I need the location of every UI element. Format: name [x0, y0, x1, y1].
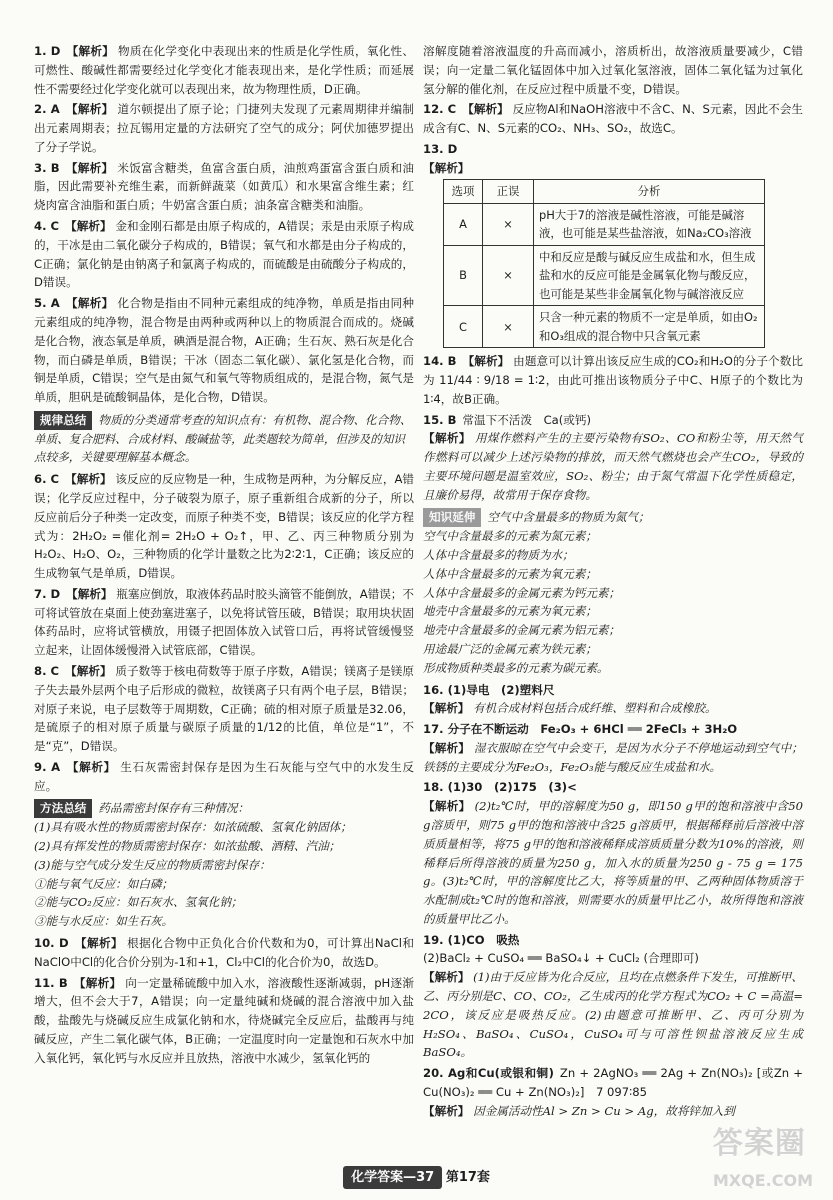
knowledge-extension-box: 知识延伸 空气中含量最多的物质为氮气； 空气中含量最多的元素为氮元素； 人体中含量最多的物质为水； 人体中含量最多的元素为氧元素； 人体中含量最多的金属元素为钙元素； 地壳中含量最多的元素为氧元素； 地壳中含量最多的金属元素为铝元素； 用途最广泛的金属元素为铁元素； 形成物质种类最多的元素为碳元素。: [423, 508, 803, 677]
list-item: 地壳中含量最多的金属元素为铝元素；: [423, 623, 621, 638]
table-header: 正误: [483, 180, 534, 203]
answer-2: 2. A 【解析】 道尔顿提出了原子论；门捷列夫发现了元素周期律并编制出元素周期表；拉瓦锡用定量的方法研究了空气的成分；阿伏加德罗提出了分子学说。: [34, 102, 414, 154]
list-item: 人体中含量最多的元素为氧元素；: [423, 566, 597, 581]
method-summary-list: [34, 818, 414, 931]
list-item: (1)具有吸水性的物质需密封保存：如浓硫酸、氢氧化钠固体；: [34, 820, 352, 835]
list-item: ①能与氧气反应：如白磷；: [34, 876, 174, 891]
table-header: 分析: [534, 180, 765, 203]
analysis-table: [443, 179, 765, 348]
answer-3: 3. B 【解析】 米饭富含糖类，鱼富含蛋白质，油煎鸡蛋富含蛋白质和油脂，因此需要补充维生素，而新鲜蔬菜（如黄瓜）和水果富含维生素；红烧肉富含油脂和蛋白质；牛奶富含蛋白质；油条富含糖类和油脂。: [34, 160, 414, 213]
list-item: 用途最广泛的金属元素为铁元素；: [423, 641, 597, 656]
answer-18: 18. (1)30 (2)175 (3)< 【解析】 (2)t₂℃时，甲的溶解度为50 g，即150 g甲的饱和溶液中含50 g溶质甲，则75 g甲的饱和溶液中含25 g溶质甲，根据稀释前后溶液中溶质质量相等，将75 g甲的饱和溶液稀释成溶质质量分数为10%的溶液，则稀释后所得溶液的质量为250 g，加入水的质量为250 g - 75 g = 175 g。(3)t₂℃时，甲的溶解度比乙大，将等质量的甲、乙两种固体物质溶于水配制成t₂℃时的饱和溶液，则需要水的质量甲比乙小，故所得饱和溶液的质量甲比乙小。: [423, 780, 803, 926]
answer-4: 4. C 【解析】 金和金刚石都是由原子构成的，A错误；汞是由汞原子构成的，干冰是由二氧化碳分子构成的，B错误；氧气和水都是由分子构成的，C正确；氯化钠是由钠离子和氯离子构成的，而硫酸是由硫酸分子构成的，D错误。: [34, 219, 415, 290]
answer-11: 11. B 【解析】 向一定量稀硫酸中加入水，溶液酸性逐渐减弱，pH逐渐增大，但不会大于7，A错误；向一定量纯碱和烧碱的混合溶液中加入盐酸，盐酸先与烧碱反应生成氯化钠和水，待烧碱完全反应后，盐酸再与纯碱反应，产生二氧化碳气体，B正确；一定温度时向一定量饱和石灰水中加入氧化钙，氧化钙与水反应并且放热，溶液中水减少，氢氧化钙的: [34, 975, 414, 1065]
right-column: [423, 42, 803, 1122]
table-row: A × pH大于7的溶液是碱性溶液，可能是碱溶液，也可能是某些盐溶液，如Na₂CO₃溶液: [444, 203, 765, 245]
answer-5: 5. A 【解析】 化合物是指由不同种元素组成的纯净物，单质是指由同种元素组成的纯净物，混合物是由两种或两种以上的物质混合而成的。烧碱是化合物，液态氧是单质，碘酒是混合物，A正确；生石灰、熟石灰是化合物，而白磷是单质，B错误；干冰（固态二氧化碳）、氯化氢是化合物，而铜是单质，C错误；空气是由氮气和氧气等物质组成的，是混合物，氮气是单质，胆矾是硫酸铜晶体，是化合物，D错误。: [34, 296, 414, 405]
list-item: 形成物质种类最多的元素为碳元素。: [423, 660, 609, 675]
left-column: [34, 42, 414, 1069]
watermark-logo: 答案圈 MXQE.COM: [712, 1125, 813, 1191]
method-summary-box: 方法总结 药品需密封保存有三种情况： (1)具有吸水性的物质需密封保存：如浓硫酸、氢氧化钠固体； (2)具有挥发性的物质需密封保存：如浓盐酸、酒精、汽油； (3)能与空气成分发生反应的物质需密封保存： ①能与氧气反应：如白磷； ②能与CO₂反应：如石灰水、氢氧化钠； ③能与水反应：如生石灰。: [34, 799, 414, 930]
knowledge-extension-list: [423, 527, 803, 677]
footer-set-label: 第17套: [445, 1170, 490, 1185]
knowledge-extension-title: 知识延伸: [423, 508, 481, 527]
answer-15: 15. B 常温下不活泼 Ca(或钙) 【解析】 用煤作燃料产生的主要污染物有SO₂、CO和粉尘等，用天然气作燃料可以减少上述污染物的排放，而天然气燃烧也会产生CO₂，导致的主要环境问题是温室效应，SO₂、粉尘；由于氮气常温下化学性质稳定，且廉价易得，故常用于保存食物。: [423, 412, 803, 502]
answer-10: 10. D 【解析】 根据化合物中正负化合价代数和为0，可计算出NaCl和NaClO中Cl的化合价分别为-1和+1，Cl₂中Cl的化合价为0，故选D。: [34, 935, 414, 969]
answer-11-continued: 溶解度随着溶液温度的升高而减小，溶质析出，故溶液质量要减少，C错误；向一定量二氧化锰固体中加入过氧化氢溶液，固体二氧化锰为过氧化氢分解的催化剂，在反应过程中质量不变，D错误。: [423, 44, 803, 96]
answer-20: 20. Ag和Cu(或银和铜) Zn + 2AgNO₃ ══ 2Ag + Zn(NO₃)₂ [或Zn + Cu(NO₃)₂ ══ Cu + Zn(NO₃)₂] 7 097∶85 【解析】 因金属活动性Al > Zn > Cu > Ag，故将锌加入到: [423, 1066, 803, 1118]
list-item: 空气中含量最多的元素为氮元素；: [423, 529, 597, 544]
table-header-row: [444, 180, 765, 203]
method-summary-title: 方法总结: [34, 799, 92, 818]
answer-19: 19. (1)CO 吸热 (2)BaCl₂ + CuSO₄ ══ BaSO₄↓ + CuCl₂ (合理即可) 【解析】 (1)由于反应皆为化合反应，且均在点燃条件下发生，可推断甲、乙、丙分别是C、CO、CO₂，乙生成丙的化学方程式为CO₂ + C =高温= 2CO，该反应是吸热反应。(2)由题意可推断甲、乙、丙可分别为H₂SO₄、BaSO₄、CuSO₄，CuSO₄可与可溶性钡盐溶液反应生成BaSO₄。: [423, 932, 803, 1060]
page-footer: [0, 1166, 833, 1189]
rule-summary-title: 规律总结: [34, 411, 92, 430]
rule-summary-box: 规律总结 物质的分类通常考查的知识点有：有机物、混合物、化合物、单质、复合肥料、合成材料、酸碱盐等，此类题较为简单，但涉及的知识点较多，关键要理解基本概念。: [34, 412, 412, 465]
table-row: B × 中和反应是酸与碱反应生成盐和水，但生成盐和水的反应可能是金属氧化物与酸反应，也可能是某些非金属氧化物与碱溶液反应: [444, 245, 765, 305]
answer-9: 9. A 【解析】 生石灰需密封保存是因为生石灰能与空气中的水发生反应。: [34, 759, 414, 793]
list-item: ③能与水反应：如生石灰。: [34, 914, 174, 929]
answer-1: 1. D 【解析】 物质在化学变化中表现出来的性质是化学性质，氧化性、可燃性、酸碱性都需要经过化学变化才能表现出来，是化学性质；而延展性不需要经过化学变化就可以表现出来，故为物理性质，D正确。: [34, 44, 414, 96]
list-item: 人体中含量最多的物质为水；: [423, 548, 574, 563]
table-header: 选项: [444, 180, 483, 203]
list-item: (3)能与空气成分发生反应的物质需密封保存：: [34, 857, 271, 872]
answer-17: 17. 分子在不断运动 Fe₂O₃ + 6HCl ══ 2FeCl₃ + 3H₂O 【解析】 湿衣服晾在空气中会变干，是因为水分子不停地运动到空气中；铁锈的主要成分为Fe₂O₃，Fe₂O₃能与酸反应生成盐和水。: [423, 722, 803, 774]
list-item: 地壳中含量最多的元素为氧元素；: [423, 604, 597, 619]
answer-6: 6. C 【解析】 该反应的反应物是一种，生成物是两种，为分解反应，A错误；化学反应过程中，分子破裂为原子，原子重新组合成新的分子，所以反应前后分子种类一定改变，而原子种类不变，B错误；该反应的化学方程式为：2H₂O₂ =催化剂= 2H₂O + O₂↑，甲、乙、丙三种物质分别为H₂O₂、H₂O、O₂，三种物质的化学计量数之比为2∶2∶1，C正确；该反应的生成物氧气是单质，D错误。: [34, 472, 415, 581]
table-row: C × 只含一种元素的物质不一定是单质，如由O₂和O₃组成的混合物中只含氧元素: [444, 306, 765, 348]
list-item: ②能与CO₂反应：如石灰水、氢氧化钠；: [34, 895, 243, 910]
answer-12: 12. C 【解析】 反应物Al和NaOH溶液中不含C、N、S元素，因此不会生成含有C、N、S元素的CO₂、NH₃、SO₂，故选C。: [423, 102, 803, 136]
answer-8: 8. C 【解析】 质子数等于核电荷数等于原子序数，A错误；镁离子是镁原子失去最外层两个电子后形成的微粒，故镁离子只有两个电子层，B错误；对原子来说，电子层数等于周期数，C正确；硫的相对原子质量是32.06，是硫原子的相对原子质量与碳原子质量的1/12的比值，单位是“1”，不是“克”，D错误。: [34, 664, 415, 754]
answer-16: 16. (1)导电 (2)塑料尺 【解析】 有机合成材料包括合成纤维、塑料和合成橡胶。: [423, 682, 717, 716]
list-item: (2)具有挥发性的物质需密封保存：如浓盐酸、酒精、汽油；: [34, 839, 341, 854]
footer-page-label: 化学答案—37: [343, 1166, 442, 1189]
answer-7: 7. D 【解析】 瓶塞应倒放，取液体药品时胶头滴管不能倒放，A错误；不可将试管放在桌面上使劲塞进塞子，以免将试管压破，B错误；取用块状固体药品时，应将试管横放，用镊子把固体放入试管口后，再将试管缓慢竖立起来，让固体缓慢滑入试管底部，C错误。: [34, 586, 414, 658]
list-item: 人体中含量最多的金属元素为钙元素；: [423, 585, 621, 600]
answer-13: 13. D 【解析】: [423, 141, 470, 175]
answer-14: 14. B 【解析】 由题意可以计算出该反应生成的CO₂和H₂O的分子个数比为 11/44 ∶ 9/18 = 1∶2，由此可推出该物质分子中C、H原子的个数比为1∶4，故B正确。: [423, 354, 803, 406]
